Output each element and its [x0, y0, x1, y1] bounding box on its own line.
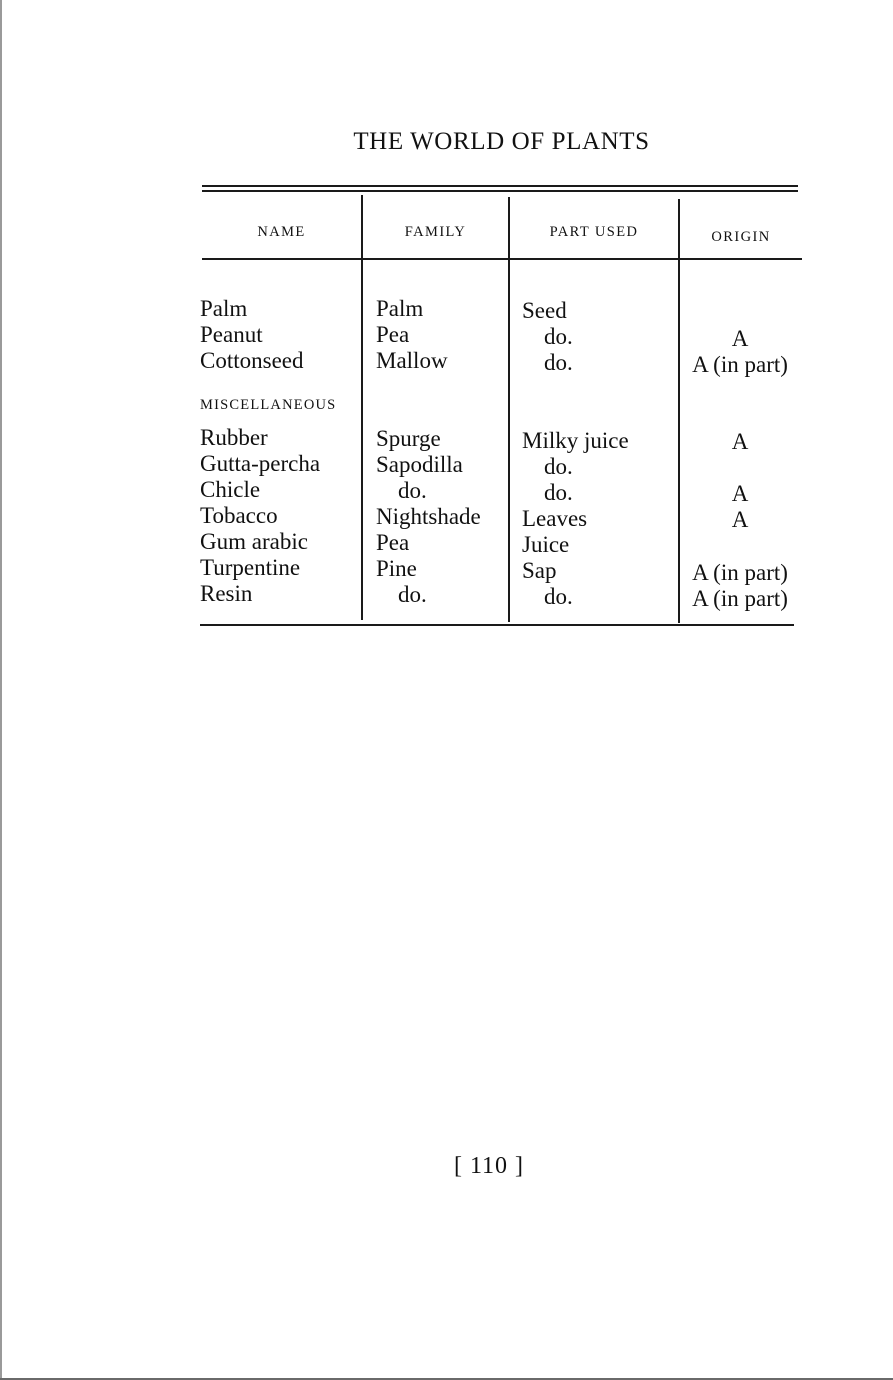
- table-cell-family: Pine: [376, 556, 417, 581]
- table-cell-part-used: do.: [544, 584, 573, 609]
- table-cell-name: Turpentine: [200, 555, 301, 580]
- column-divider-1: [361, 195, 363, 620]
- table-cell-origin: A: [731, 326, 749, 351]
- header-origin: ORIGIN: [711, 229, 771, 245]
- table-cell-family: Mallow: [376, 348, 448, 373]
- table-cell-name: Peanut: [200, 322, 263, 347]
- table-cell-part-used: Sap: [522, 558, 557, 583]
- header-name: NAME: [257, 224, 306, 240]
- table-cell-part-used: do.: [544, 480, 573, 505]
- table-cell-name: Cottonseed: [200, 348, 304, 373]
- page-number: [ 110 ]: [453, 1153, 525, 1179]
- header-part-used: PART USED: [549, 224, 639, 240]
- table-cell-name: Tobacco: [200, 503, 278, 528]
- table-cell-name: Gum arabic: [200, 529, 308, 554]
- table-cell-family: Spurge: [376, 426, 441, 451]
- table-cell-part-used: Seed: [522, 298, 567, 323]
- table-cell-part-used: do.: [544, 454, 573, 479]
- table-cell-part-used: Milky juice: [522, 428, 629, 453]
- table-cell-part-used: do.: [544, 350, 573, 375]
- column-divider-2: [508, 197, 510, 622]
- table-top-rule-second: [202, 190, 798, 192]
- table-cell-name: Resin: [200, 581, 253, 606]
- table-cell-origin: A (in part): [692, 586, 788, 611]
- table-cell-name: Rubber: [200, 425, 268, 450]
- table-cell-origin: A: [731, 507, 749, 532]
- table-cell-family: Sapodilla: [376, 452, 463, 477]
- table-cell-family: do.: [398, 478, 427, 503]
- running-head: THE WORLD OF PLANTS: [353, 128, 650, 155]
- table-cell-family: Nightshade: [376, 504, 481, 529]
- table-cell-family: Pea: [376, 322, 410, 347]
- table-top-rule: [202, 185, 798, 187]
- table-cell-part-used: Juice: [522, 532, 570, 557]
- section-label-miscellaneous: MISCELLANEOUS: [200, 397, 337, 413]
- table-header-rule: [202, 258, 802, 260]
- table-cell-name: Chicle: [200, 477, 261, 502]
- table-cell-family: do.: [398, 582, 427, 607]
- table-cell-name: Gutta-percha: [200, 451, 321, 476]
- table-cell-origin: A: [731, 481, 749, 506]
- table-cell-family: Palm: [376, 296, 424, 321]
- table-cell-origin: A (in part): [692, 560, 788, 585]
- table-cell-family: Pea: [376, 530, 410, 555]
- table-cell-part-used: Leaves: [522, 506, 588, 531]
- table-cell-origin: A: [731, 429, 749, 454]
- table-cell-origin: A (in part): [692, 352, 788, 377]
- header-family: FAMILY: [404, 224, 467, 240]
- table-bottom-rule: [200, 624, 794, 626]
- table-cell-name: Palm: [200, 296, 248, 321]
- table-cell-part-used: do.: [544, 324, 573, 349]
